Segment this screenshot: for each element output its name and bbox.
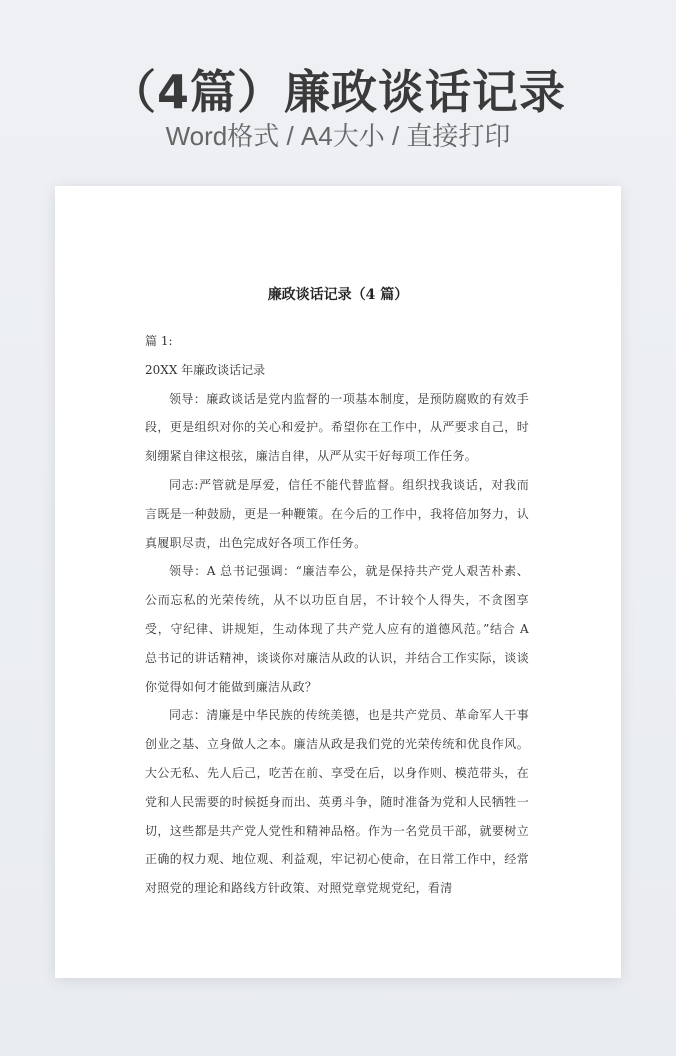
paragraph-leader-1: 领导：廉政谈话是党内监督的一项基本制度，是预防腐败的有效手段，更是组织对你的关心和爱护。希望你在工作中，从严要求自己，时刻绷紧自律这根弦，廉洁自律，从严从实干好每项工作任务。 (145, 391, 529, 464)
banner-subtitle: Word格式 / A4大小 / 直接打印 (165, 121, 511, 151)
paragraph-leader-2: 领导：A 总书记强调：“廉洁奉公，就是保持共产党人艰苦朴素、公而忘私的光荣传统，从不以功臣自居，不计较个人得失，不贪图享受，守纪律、讲规矩，生动体现了共产党人应有的道德风范。”结合 A 总书记的讲话精神，谈谈你对廉洁从政的认识，并结合工作实际，谈谈你觉得如何才能做到廉洁从政？ (145, 564, 529, 694)
document-body (145, 327, 529, 903)
paragraph-comrade-1: 同志:严管就是厚爱，信任不能代替监督。组织找我谈话，对我而言既是一种鼓励，更是一种鞭策。在今后的工作中，我将倍加努力，认真履职尽责，出色完成好各项工作任务。 (145, 477, 529, 550)
document-title: 廉政谈话记录（4 篇） (267, 287, 409, 303)
record-heading: 20XX 年廉政谈话记录 (145, 362, 266, 377)
paragraph-comrade-2: 同志：清廉是中华民族的传统美德，也是共产党员、革命军人干事创业之基、立身做人之本。廉洁从政是我们党的光荣传统和优良作风。大公无私、先人后己，吃苦在前、享受在后，以身作则、模范带头，在党和人民需要的时候挺身而出、英勇斗争，随时准备为党和人民牺牲一切，这些都是共产党人党性和精神品格。作为一名党员干部，就要树立正确的权力观、地位观、利益观，牢记初心使命，在日常工作中，经常对照党的理论和路线方针政策、对照党章党规党纪，看清 (145, 708, 529, 896)
section-label: 篇 1: (145, 334, 173, 348)
document-page (55, 186, 621, 978)
banner-title: （4篇）廉政谈话记录 (109, 65, 566, 119)
